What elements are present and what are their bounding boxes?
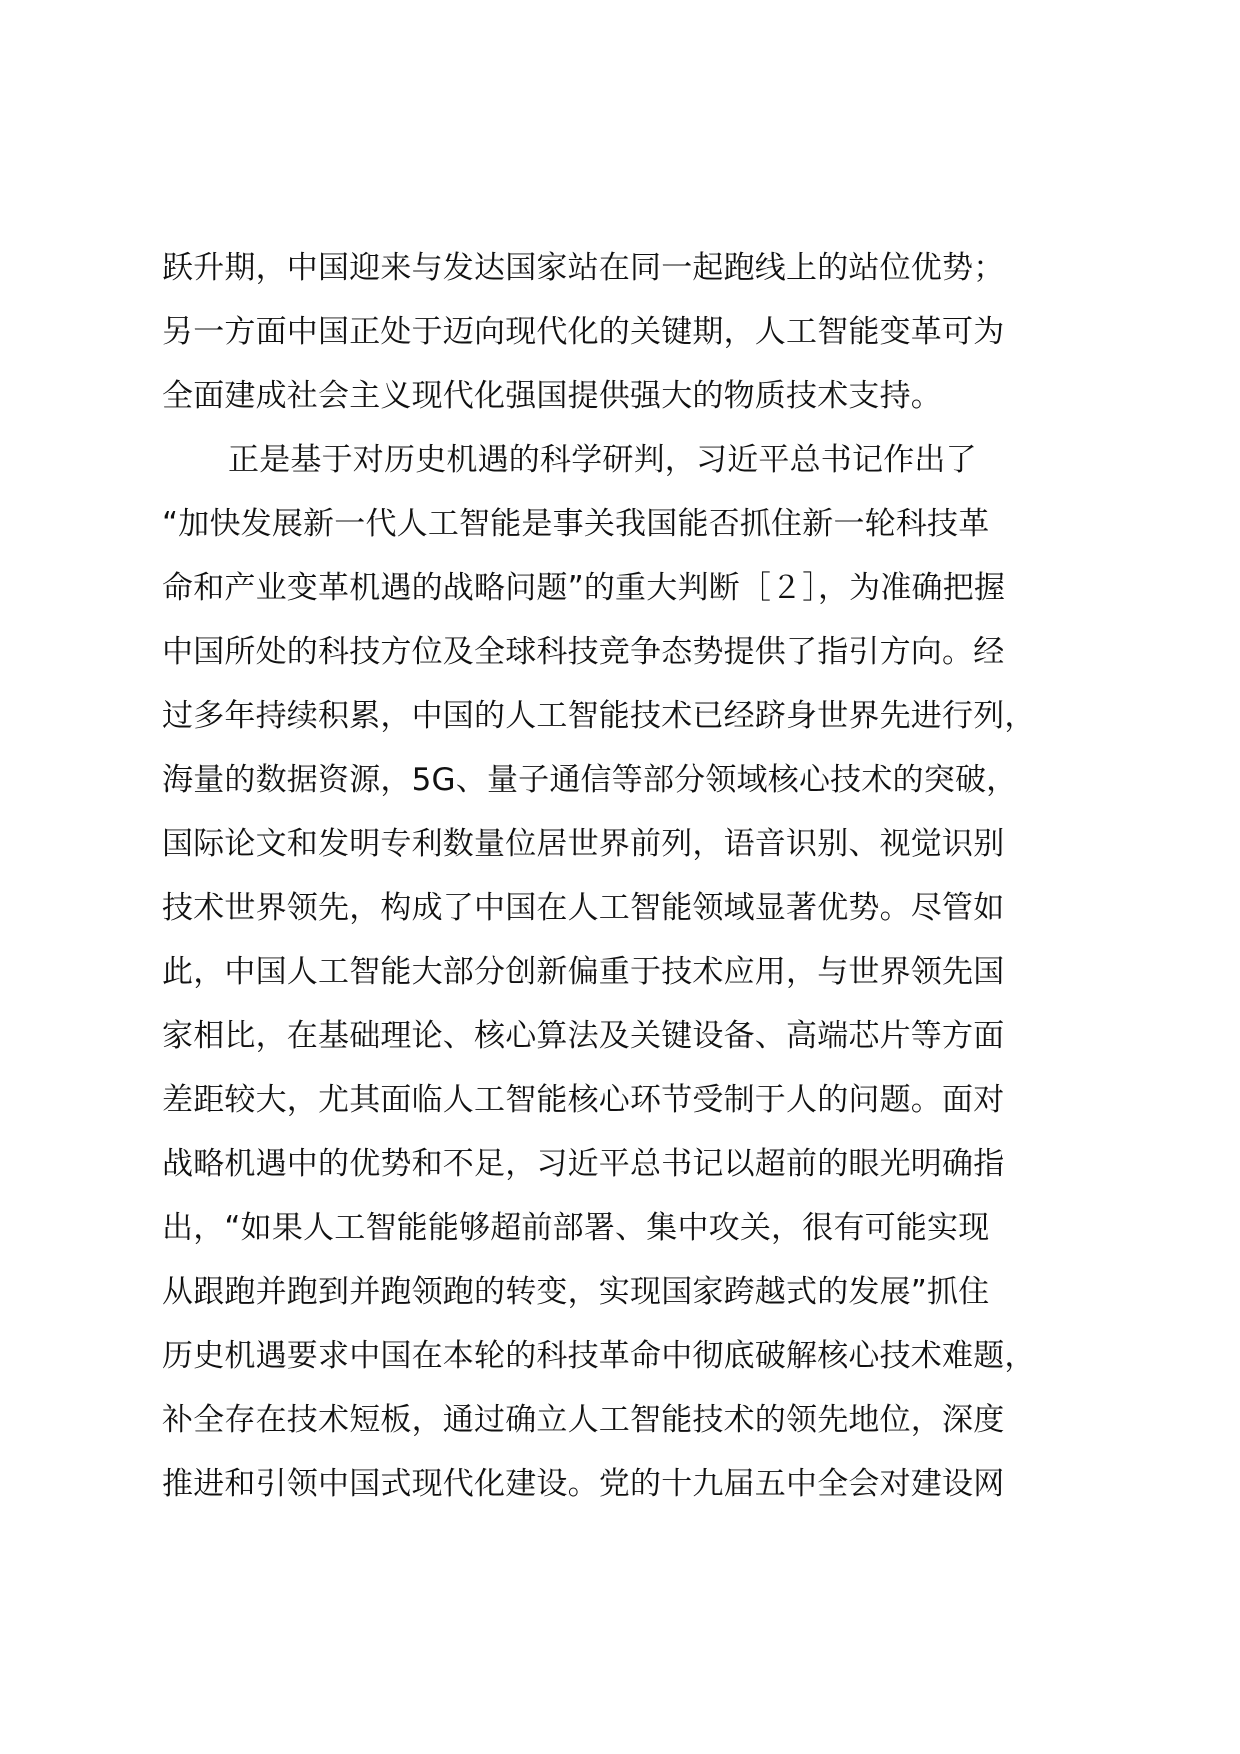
body-text bbox=[162, 236, 1122, 1516]
text-line: 家相比，在基础理论、核心算法及关键设备、高端芯片等方面 bbox=[162, 1018, 1005, 1054]
text-line: 战略机遇中的优势和不足，习近平总书记以超前的眼光明确指 bbox=[162, 1146, 1005, 1182]
paragraph-first-line: 正是基于对历史机遇的科学研判，习近平总书记作出了 bbox=[228, 442, 977, 478]
text-line: 另一方面中国正处于迈向现代化的关键期，人工智能变革可为 bbox=[162, 314, 1005, 350]
text-line: 命和产业变革机遇的战略问题”的重大判断［２］，为准确把握 bbox=[162, 570, 1006, 606]
text-line: 差距较大，尤其面临人工智能核心环节受制于人的问题。面对 bbox=[162, 1082, 1005, 1118]
text-line: 补全存在技术短板，通过确立人工智能技术的领先地位，深度 bbox=[162, 1402, 1005, 1438]
text-line: 技术世界领先，构成了中国在人工智能领域显著优势。尽管如 bbox=[162, 890, 1005, 926]
text-line: 推进和引领中国式现代化建设。党的十九届五中全会对建设网 bbox=[162, 1466, 1005, 1502]
text-line: 全面建成社会主义现代化强国提供强大的物质技术支持。 bbox=[162, 378, 942, 414]
text-line: 历史机遇要求中国在本轮的科技革命中彻底破解核心技术难题， bbox=[162, 1338, 1036, 1374]
text-line: 从跟跑并跑到并跑领跑的转变，实现国家跨越式的发展”抓住 bbox=[162, 1274, 990, 1310]
text-line: 国际论文和发明专利数量位居世界前列，语音识别、视觉识别 bbox=[162, 826, 1005, 862]
text-line: 跃升期，中国迎来与发达国家站在同一起跑线上的站位优势； bbox=[162, 250, 1005, 286]
text-line: “加快发展新一代人工智能是事关我国能否抓住新一轮科技革 bbox=[162, 506, 990, 542]
text-line: 出，“如果人工智能能够超前部署、集中攻关，很有可能实现 bbox=[162, 1210, 990, 1246]
text-line: 此，中国人工智能大部分创新偏重于技术应用，与世界领先国 bbox=[162, 954, 1005, 990]
text-line: 海量的数据资源，5G、量子通信等部分领域核心技术的突破， bbox=[162, 762, 1018, 798]
text-line: 中国所处的科技方位及全球科技竞争态势提供了指引方向。经 bbox=[162, 634, 1005, 670]
text-line: 过多年持续积累，中国的人工智能技术已经跻身世界先进行列， bbox=[162, 698, 1036, 734]
